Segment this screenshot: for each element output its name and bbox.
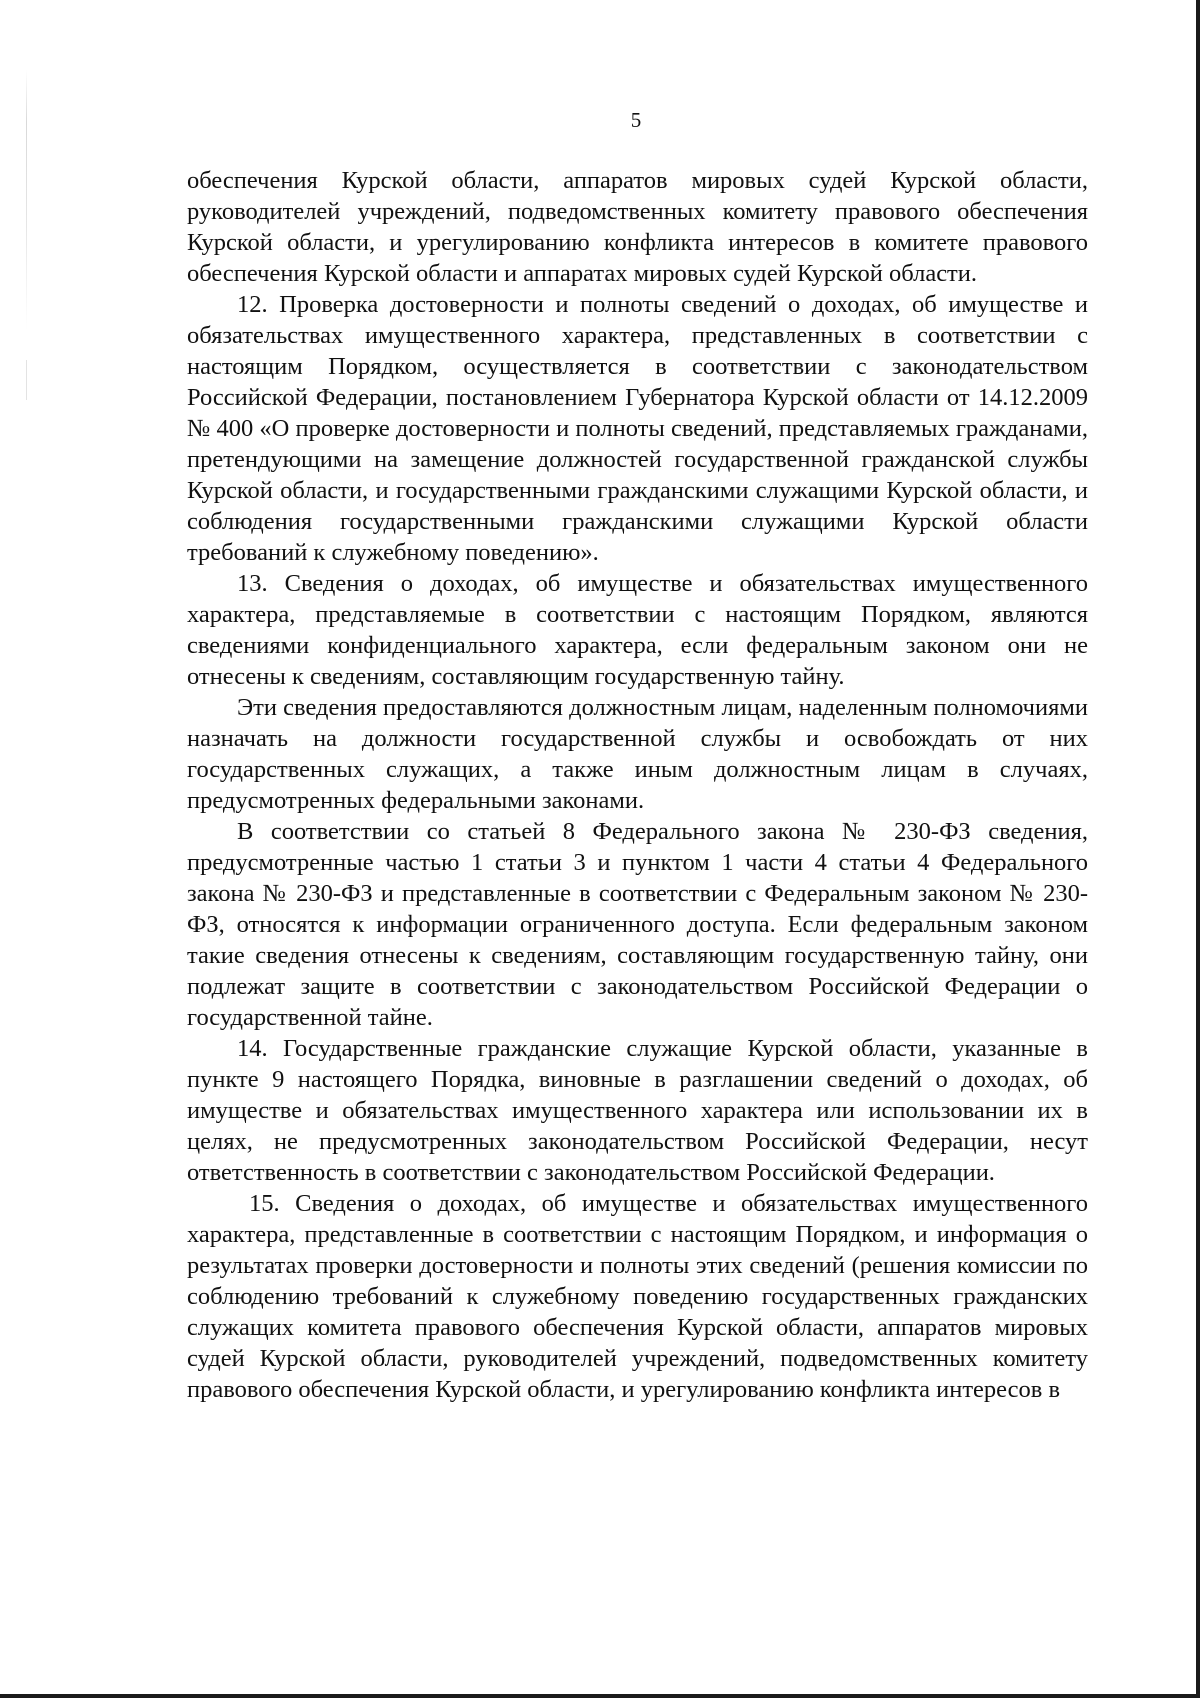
paragraph-13-access: Эти сведения предоставляются должностным лицам, наделенным полномочиями назначать на должности государственной службы и освобождать от них государственных служащих, а также иным должностным лицам в случаях, предусмотренных федеральными законами. bbox=[187, 694, 1088, 814]
paragraph-12: 12. Проверка достоверности и полноты сведений о доходах, об имуществе и обязательствах имущественного характера, представленных в соответствии с настоящим Порядком, осуществляется в соответствии с законодательством Российской Федерации, постановлением Губернатора Курской области от 14.12.2009 № 400 «О проверке достоверности и полноты сведений, представляемых гражданами, претендующими на замещение должностей государственной гражданской службы Курской области, и государственными гражданскими служащими Курской области, и соблюдения государственными гражданскими служащими Курской области требований к служебному поведению». bbox=[187, 291, 1088, 566]
paragraph-continuation: обеспечения Курской области, аппаратов мировых судей Курской области, руководителей учреждений, подведомственных комитету правового обеспечения Курской области, и урегулированию конфликта интересов в комитете правового обеспечения Курской области и аппаратах мировых судей Курской области. bbox=[187, 167, 1088, 287]
paragraph-13: 13. Сведения о доходах, об имуществе и обязательствах имущественного характера, представляемые в соответствии с настоящим Порядком, являются сведениями конфиденциального характера, если федеральным законом они не отнесены к сведениям, составляющим государственную тайну. bbox=[187, 570, 1088, 690]
page-edge-bottom bbox=[0, 1694, 1200, 1698]
paragraph-14: 14. Государственные гражданские служащие Курской области, указанные в пункте 9 настоящего Порядка, виновные в разглашении сведений о доходах, об имуществе и обязательствах имущественного характера или использовании их в целях, не предусмотренных законодательством Российской Федерации, несут ответственность в соответствии с законодательством Российской Федерации. bbox=[187, 1035, 1088, 1186]
scan-artifact bbox=[26, 360, 27, 400]
paragraph-13-article-8: В соответствии со статьей 8 Федерального закона № 230-ФЗ сведения, предусмотренные частью 1 статьи 3 и пунктом 1 части 4 статьи 4 Федерального закона № 230-ФЗ и представленные в соответствии с Федеральным законом № 230-ФЗ, относятся к информации ограниченного доступа. Если федеральным законом такие сведения отнесены к сведениям, составляющим государственную тайну, они подлежат защите в соответствии с законодательством Российской Федерации о государственной тайне. bbox=[187, 818, 1088, 1031]
page-number: 5 bbox=[630, 108, 642, 132]
page-edge-right bbox=[1196, 0, 1200, 1698]
paragraph-15: 15. Сведения о доходах, об имуществе и обязательствах имущественного характера, представленные в соответствии с настоящим Порядком, и информация о результатах проверки достоверности и полноты этих сведений (решения комиссии по соблюдению требований к служебному поведению государственных гражданских служащих комитета правового обеспечения Курской области, аппаратов мировых судей Курской области, руководителей учреждений, подведомственных комитету правового обеспечения Курской области, и урегулированию конфликта интересов в bbox=[187, 1190, 1088, 1403]
document-body bbox=[187, 165, 1088, 1405]
